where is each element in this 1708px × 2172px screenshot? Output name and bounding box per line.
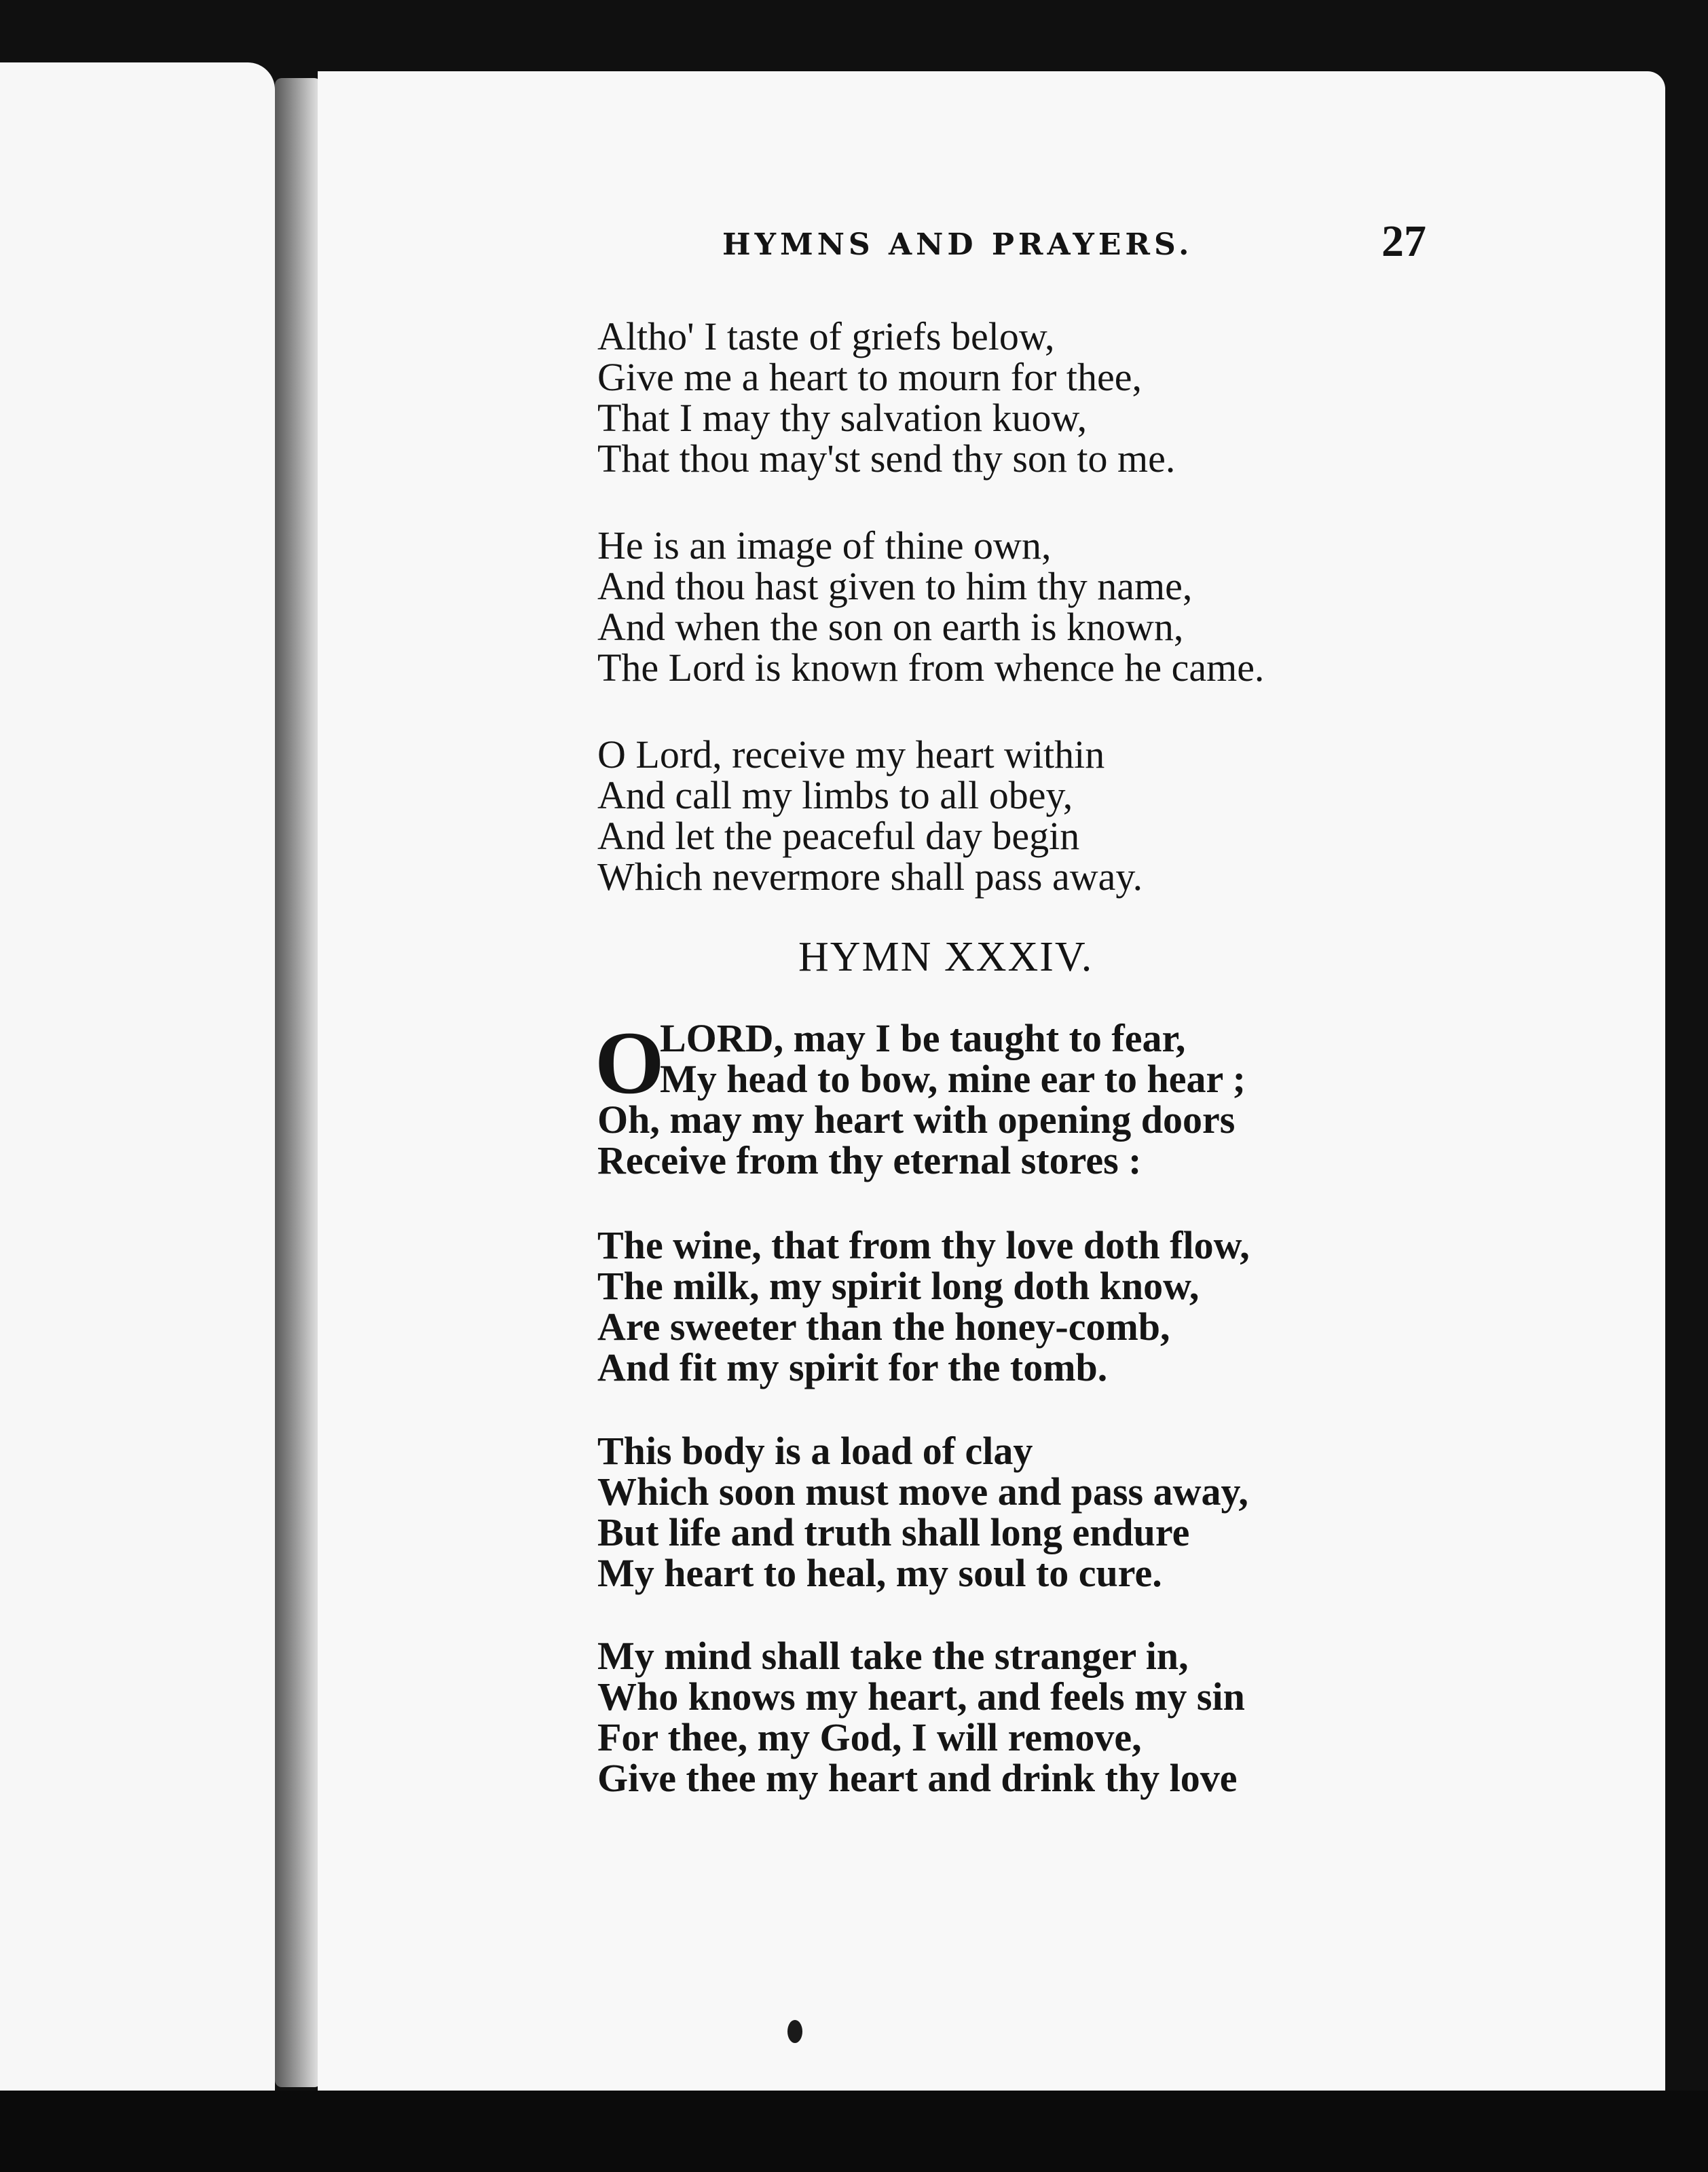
verse-line: And fit my spirit for the tomb. (597, 1345, 1108, 1389)
hymn-stanza-3 (597, 1431, 1248, 1594)
scan-bottom-edge (0, 2091, 1708, 2172)
verse-line: O Lord, receive my heart within (597, 732, 1105, 776)
verse-line: Which nevermore shall pass away. (597, 855, 1143, 899)
verse-line: That I may thy salvation kuow, (597, 396, 1088, 440)
verse-line: Receive from thy eternal stores : (597, 1138, 1142, 1182)
verse-line: Give thee my heart and drink thy love (597, 1756, 1238, 1800)
verse-line: Who knows my heart, and feels my sin (597, 1674, 1245, 1719)
verse-line: The Lord is known from whence he came. (597, 645, 1265, 690)
running-head: HYMNS AND PRAYERS. (722, 227, 1193, 262)
stanza-2 (597, 525, 1264, 688)
hymn-stanza-2 (597, 1225, 1250, 1388)
verse-line: Are sweeter than the honey-comb, (597, 1305, 1170, 1349)
hymn-stanza-4 (597, 1636, 1245, 1799)
hymn-title: HYMN XXXIV. (798, 934, 1094, 980)
verse-line: He is an image of thine own, (597, 523, 1052, 567)
left-blank-page (0, 62, 275, 2105)
verse-line: Oh, may my heart with opening doors (597, 1098, 1236, 1142)
verse-line: But life and truth shall long endure (597, 1510, 1190, 1554)
verse-line: LORD, may I be taught to fear, (660, 1016, 1186, 1060)
verse-line: My heart to heal, my soul to cure. (597, 1551, 1162, 1595)
ink-blot-mark (787, 2020, 802, 2043)
verse-line: My mind shall take the stranger in, (597, 1634, 1189, 1678)
verse-line: Altho' I taste of griefs below, (597, 314, 1055, 358)
verse-line: And when the son on earth is known, (597, 605, 1184, 649)
verse-line: And let the peaceful day begin (597, 814, 1080, 858)
verse-line: That thou may'st send thy son to me. (597, 436, 1176, 481)
verse-line: This body is a load of clay (597, 1429, 1033, 1473)
stanza-3 (597, 734, 1143, 897)
verse-line: Give me a heart to mourn for thee, (597, 355, 1143, 399)
hymn-stanza-1 (595, 1013, 1246, 1182)
verse-line: The wine, that from thy love doth flow, (597, 1223, 1250, 1267)
verse-line: And thou hast given to him thy name, (597, 564, 1193, 608)
stanza-1 (597, 316, 1175, 479)
verse-line: For thee, my God, I will remove, (597, 1715, 1142, 1759)
verse-line: And call my limbs to all obey, (597, 773, 1073, 817)
drop-cap: O (595, 1013, 665, 1112)
verse-line: Which soon must move and pass away, (597, 1469, 1248, 1514)
page-number: 27 (1381, 217, 1426, 266)
verse-line: My head to bow, mine ear to hear ; (660, 1057, 1246, 1101)
verse-line: The milk, my spirit long doth know, (597, 1264, 1200, 1308)
book-gutter-shadow (275, 78, 321, 2087)
